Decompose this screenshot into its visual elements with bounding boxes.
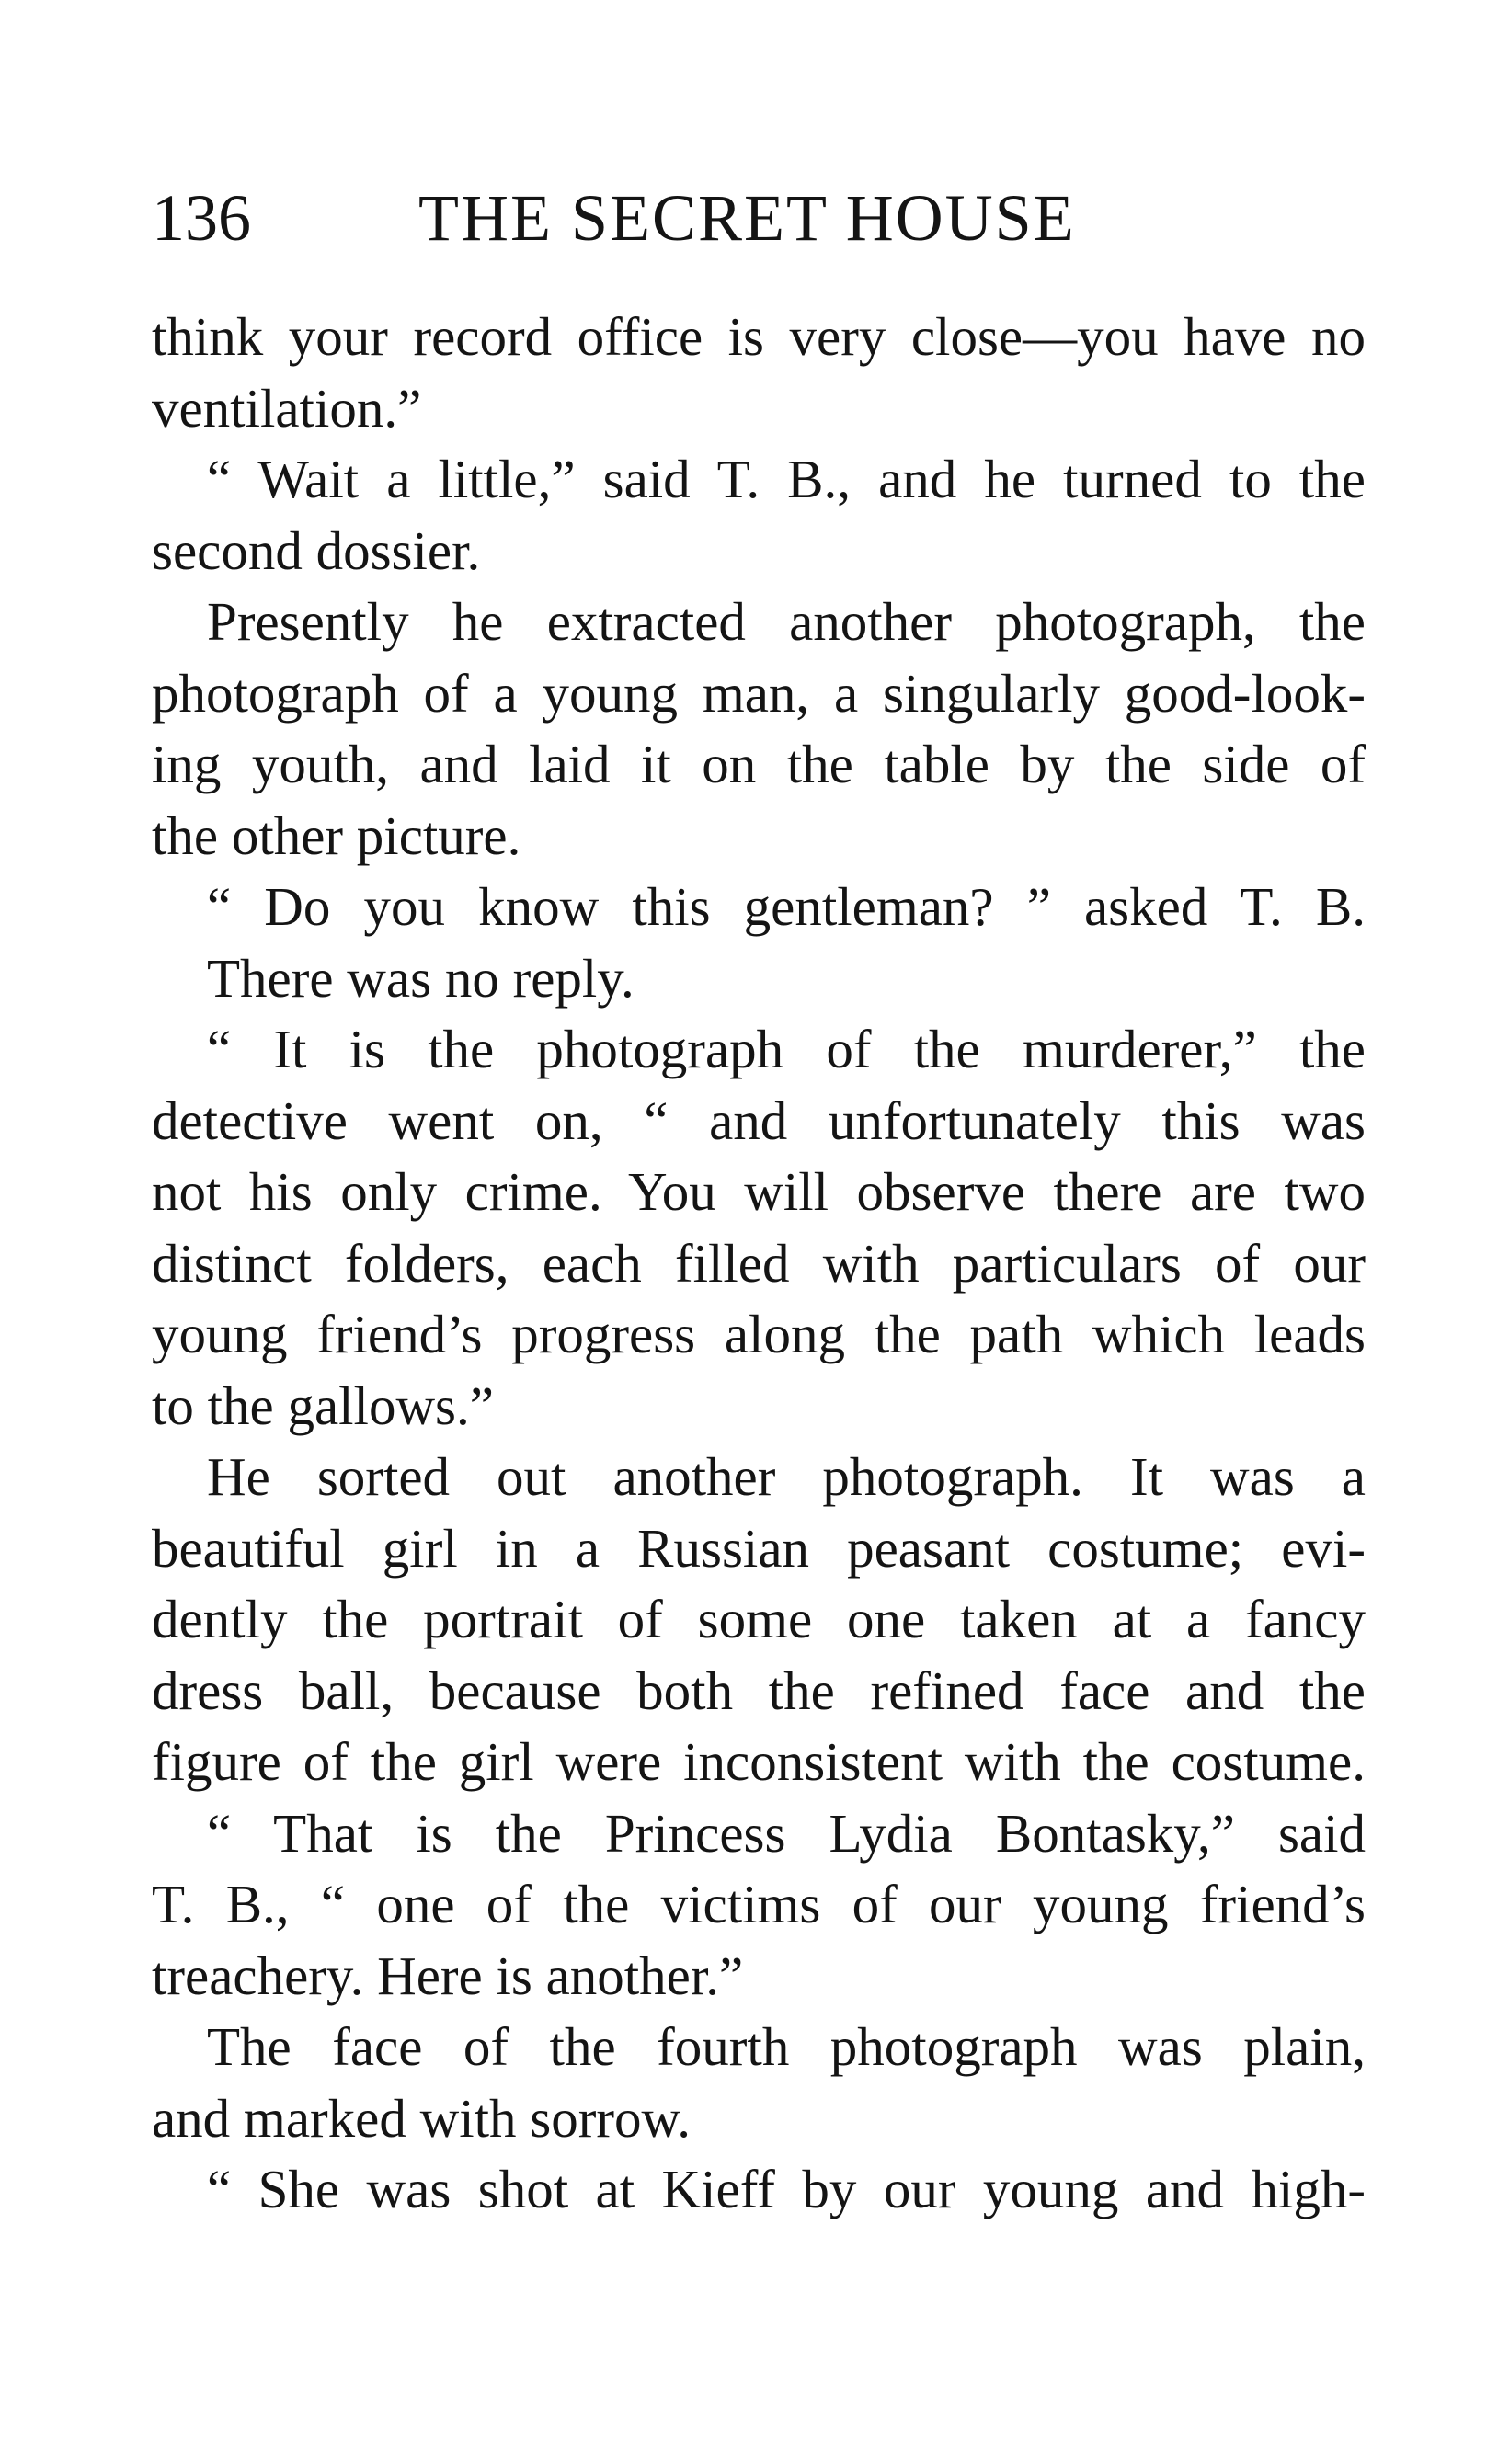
text-line: “ Do you know this gentleman? ” asked T. B. — [207, 876, 1366, 937]
text-line: “ That is the Princess Lydia Bontasky,” said — [207, 1802, 1366, 1864]
text-line: There was no reply. — [207, 947, 635, 1009]
text-line: figure of the girl were inconsistent with the costume. — [152, 1731, 1366, 1792]
text-line: Presently he extracted another photograph, the — [207, 591, 1366, 652]
text-line: “ Wait a little,” said T. B., and he turned to the — [207, 449, 1366, 509]
text-line: “ It is the photograph of the murderer,” the — [207, 1019, 1366, 1079]
text-line: treachery. Here is another.” — [152, 1945, 744, 2006]
page-number: 136 — [152, 181, 251, 255]
text-line: beautiful girl in a Russian peasant costume; evi- — [152, 1517, 1366, 1579]
text-line: young friend’s progress along the path which leads — [152, 1304, 1366, 1364]
text-line: not his only crime. You will observe there are two — [152, 1161, 1366, 1222]
text-line: distinct folders, each filled with particulars of our — [152, 1232, 1366, 1294]
text-line: to the gallows.” — [152, 1375, 494, 1436]
text-line: think your record office is very close—you have no — [152, 306, 1366, 367]
text-line: dently the portrait of some one taken at a fancy — [152, 1589, 1366, 1649]
text-line: second dossier. — [152, 519, 481, 581]
text-line: and marked with sorrow. — [152, 2087, 692, 2149]
text-line: detective went on, “ and unfortunately this was — [152, 1089, 1366, 1151]
text-line: the other picture. — [152, 804, 521, 866]
text-line: ing youth, and laid it on the table by the side of — [152, 734, 1366, 794]
text-line: The face of the fourth photograph was plain, — [207, 2016, 1366, 2077]
text-line: “ She was shot at Kieff by our young and high- — [207, 2159, 1366, 2219]
text-line: ventilation.” — [152, 377, 422, 439]
text-line: T. B., “ one of the victims of our young friend’s — [152, 1874, 1366, 1934]
body-text — [152, 302, 1366, 2226]
book-title: THE SECRET HOUSE — [418, 181, 1076, 255]
text-line: photograph of a young man, a singularly good-look- — [152, 662, 1366, 724]
text-line: dress ball, because both the refined face and the — [152, 1660, 1366, 1721]
text-line: He sorted out another photograph. It was a — [207, 1446, 1366, 1507]
running-head — [152, 177, 1375, 259]
